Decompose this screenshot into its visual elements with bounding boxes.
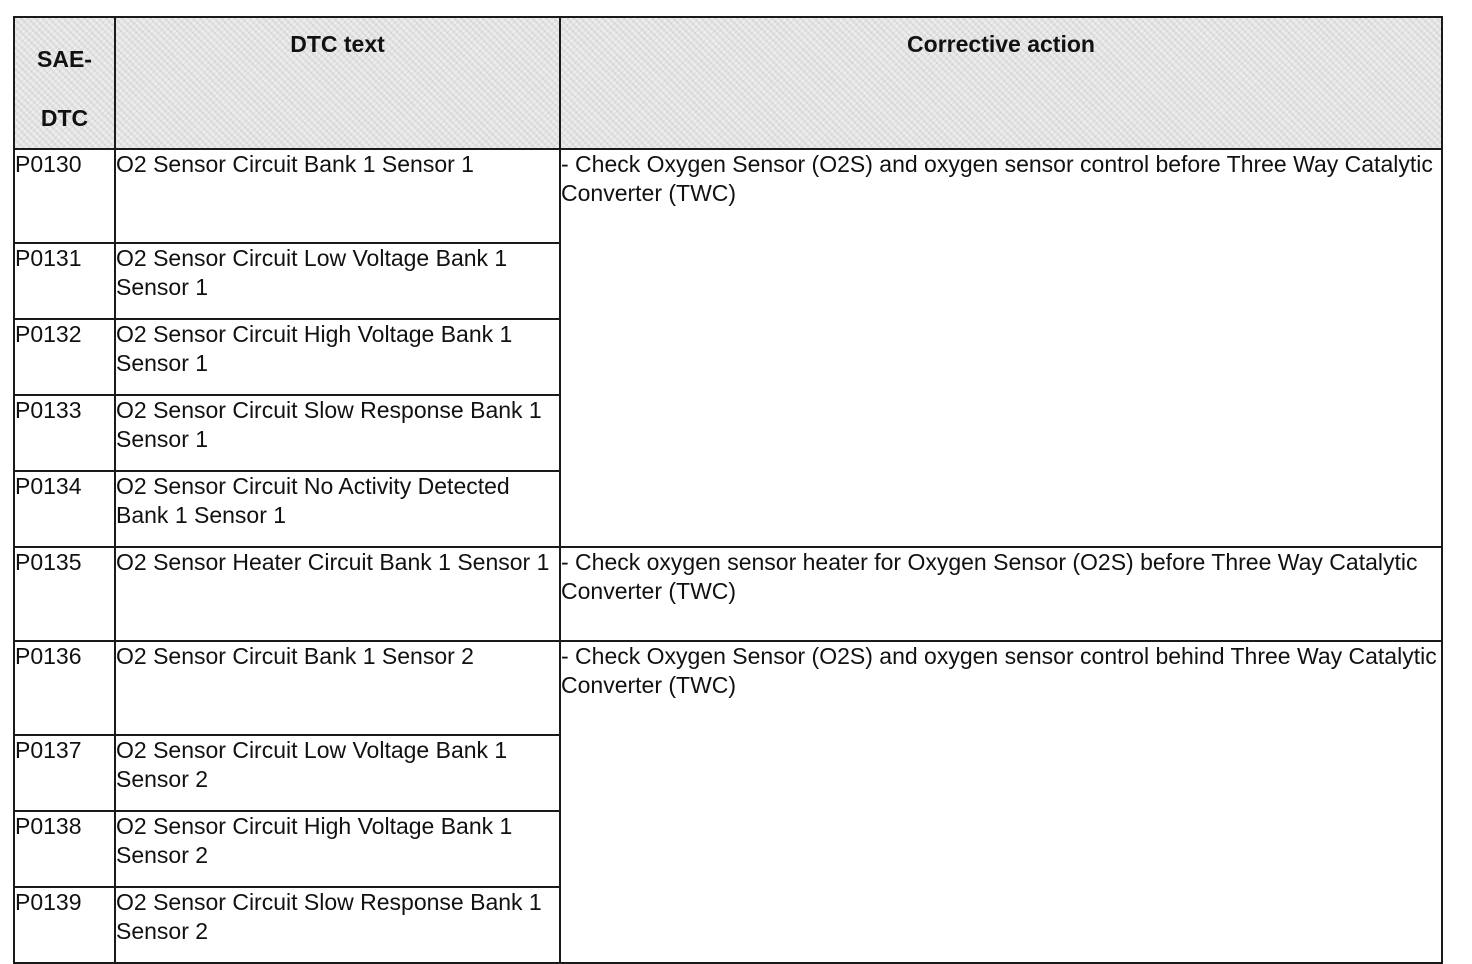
header-dtc-text: DTC text bbox=[115, 17, 560, 149]
table-row bbox=[14, 641, 1442, 735]
dtc-description: O2 Sensor Circuit Slow Response Bank 1 Sensor 1 bbox=[115, 395, 560, 471]
header-corrective-action: Corrective action bbox=[560, 17, 1442, 149]
dtc-description: O2 Sensor Circuit Low Voltage Bank 1 Sensor 1 bbox=[115, 243, 560, 319]
header-sae-dtc-line1: SAE- bbox=[37, 46, 92, 72]
dtc-description: O2 Sensor Circuit No Activity Detected Bank 1 Sensor 1 bbox=[115, 471, 560, 547]
table-row bbox=[14, 149, 1442, 243]
header-sae-dtc bbox=[14, 17, 115, 149]
dtc-code: P0138 bbox=[14, 811, 115, 887]
dtc-description: O2 Sensor Circuit Slow Response Bank 1 Sensor 2 bbox=[115, 887, 560, 963]
table-row bbox=[14, 547, 1442, 641]
corrective-action: - Check Oxygen Sensor (O2S) and oxygen sensor control before Three Way Catalytic Converter (TWC) bbox=[560, 149, 1442, 547]
dtc-description: O2 Sensor Circuit Bank 1 Sensor 1 bbox=[115, 149, 560, 243]
dtc-code: P0135 bbox=[14, 547, 115, 641]
dtc-description: O2 Sensor Circuit Low Voltage Bank 1 Sensor 2 bbox=[115, 735, 560, 811]
header-sae-dtc-line2: DTC bbox=[40, 105, 89, 131]
dtc-code: P0132 bbox=[14, 319, 115, 395]
dtc-description: O2 Sensor Heater Circuit Bank 1 Sensor 1 bbox=[115, 547, 560, 641]
dtc-code: P0134 bbox=[14, 471, 115, 547]
dtc-description: O2 Sensor Circuit Bank 1 Sensor 2 bbox=[115, 641, 560, 735]
table-header-row bbox=[14, 17, 1442, 149]
dtc-table bbox=[13, 16, 1443, 964]
dtc-code: P0139 bbox=[14, 887, 115, 963]
dtc-code: P0136 bbox=[14, 641, 115, 735]
dtc-code: P0130 bbox=[14, 149, 115, 243]
dtc-description: O2 Sensor Circuit High Voltage Bank 1 Sensor 2 bbox=[115, 811, 560, 887]
dtc-description: O2 Sensor Circuit High Voltage Bank 1 Sensor 1 bbox=[115, 319, 560, 395]
corrective-action: - Check oxygen sensor heater for Oxygen Sensor (O2S) before Three Way Catalytic Converter (TWC) bbox=[560, 547, 1442, 641]
dtc-code: P0133 bbox=[14, 395, 115, 471]
dtc-code: P0131 bbox=[14, 243, 115, 319]
corrective-action: - Check Oxygen Sensor (O2S) and oxygen sensor control behind Three Way Catalytic Converter (TWC) bbox=[560, 641, 1442, 963]
dtc-code: P0137 bbox=[14, 735, 115, 811]
